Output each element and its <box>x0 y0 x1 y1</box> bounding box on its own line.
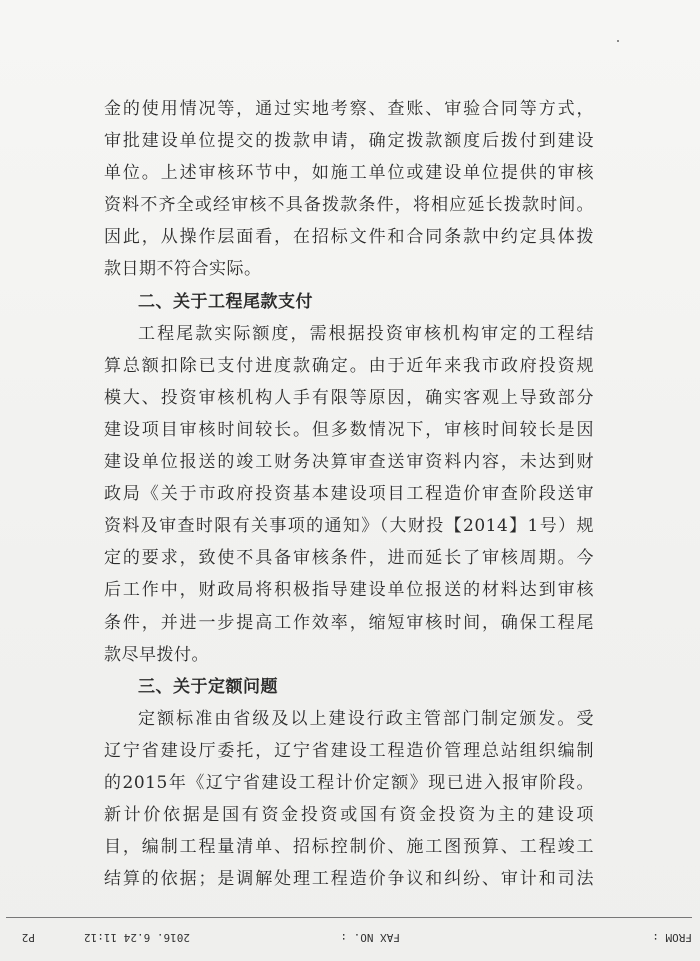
section-heading: 二、关于工程尾款支付 <box>138 291 313 312</box>
text-line: 条件，并进一步提高工作效率，缩短审核时间，确保工程尾 <box>104 612 594 633</box>
text-line: 新计价依据是国有资金投资或国有资金投资为主的建设项 <box>104 805 594 826</box>
text-line: 工程尾款实际额度，需根据投资审核机构审定的工程结 <box>138 323 594 344</box>
text-line: 审批建设单位提交的拨款申请，确定拨款额度后拨付到建设 <box>104 131 594 152</box>
text-line: 资料及审查时限有关事项的通知》（大财投【2014】1号）规 <box>104 516 594 537</box>
fax-datetime: 2016. 6.24 11:12 <box>84 931 190 944</box>
text-line: 的2015年《辽宁省建设工程计价定额》现已进入报审阶段。 <box>104 772 594 793</box>
fax-header-strip <box>0 925 700 947</box>
text-line: 模大、投资审核机构人手有限等原因，确实客观上导致部分 <box>104 387 594 408</box>
fax-from-label: FROM : <box>652 931 692 944</box>
text-line: 算总额扣除已支付进度款确定。由于近年来我市政府投资规 <box>104 355 594 376</box>
text-line: 政局《关于市政府投资基本建设项目工程造价审查阶段送审 <box>104 484 594 505</box>
section-heading: 三、关于定额问题 <box>138 676 278 697</box>
text-line: 单位。上述审核环节中，如施工单位或建设单位提供的审核 <box>104 163 594 184</box>
text-line: 款尽早拨付。 <box>104 644 209 665</box>
fax-page-number: P2 <box>21 931 35 944</box>
text-line: 建设单位报送的竣工财务决算审查送审资料内容，未达到财 <box>104 452 594 473</box>
fax-number-label: FAX NO. : <box>340 931 400 944</box>
text-line: 定额标准由省级及以上建设行政主管部门制定颁发。受 <box>138 708 594 729</box>
text-line: 后工作中，财政局将积极指导建设单位报送的材料达到审核 <box>104 580 594 601</box>
text-line: 定的要求，致使不具备审核条件，进而延长了审核周期。今 <box>104 548 594 569</box>
fax-separator-line <box>6 917 692 918</box>
text-line: 辽宁省建设厅委托，辽宁省建设工程造价管理总站组织编制 <box>104 740 594 761</box>
text-line: 款日期不符合实际。 <box>104 259 262 280</box>
text-line: 结算的依据；是调解处理工程造价争议和纠纷、审计和司法 <box>104 869 594 890</box>
document-body <box>104 93 594 895</box>
text-line: 目，编制工程量清单、招标控制价、施工图预算、工程竣工 <box>104 837 594 858</box>
text-line: 因此，从操作层面看，在招标文件和合同条款中约定具体拨 <box>104 227 594 248</box>
text-line: 资料不齐全或经审核不具备拨款条件，将相应延长拨款时间。 <box>104 195 594 216</box>
text-line: 金的使用情况等，通过实地考察、查账、审验合同等方式， <box>104 99 594 119</box>
scan-speck <box>617 40 619 42</box>
text-line: 建设项目审核时间较长。但多数情况下，审核时间较长是因 <box>104 419 594 440</box>
